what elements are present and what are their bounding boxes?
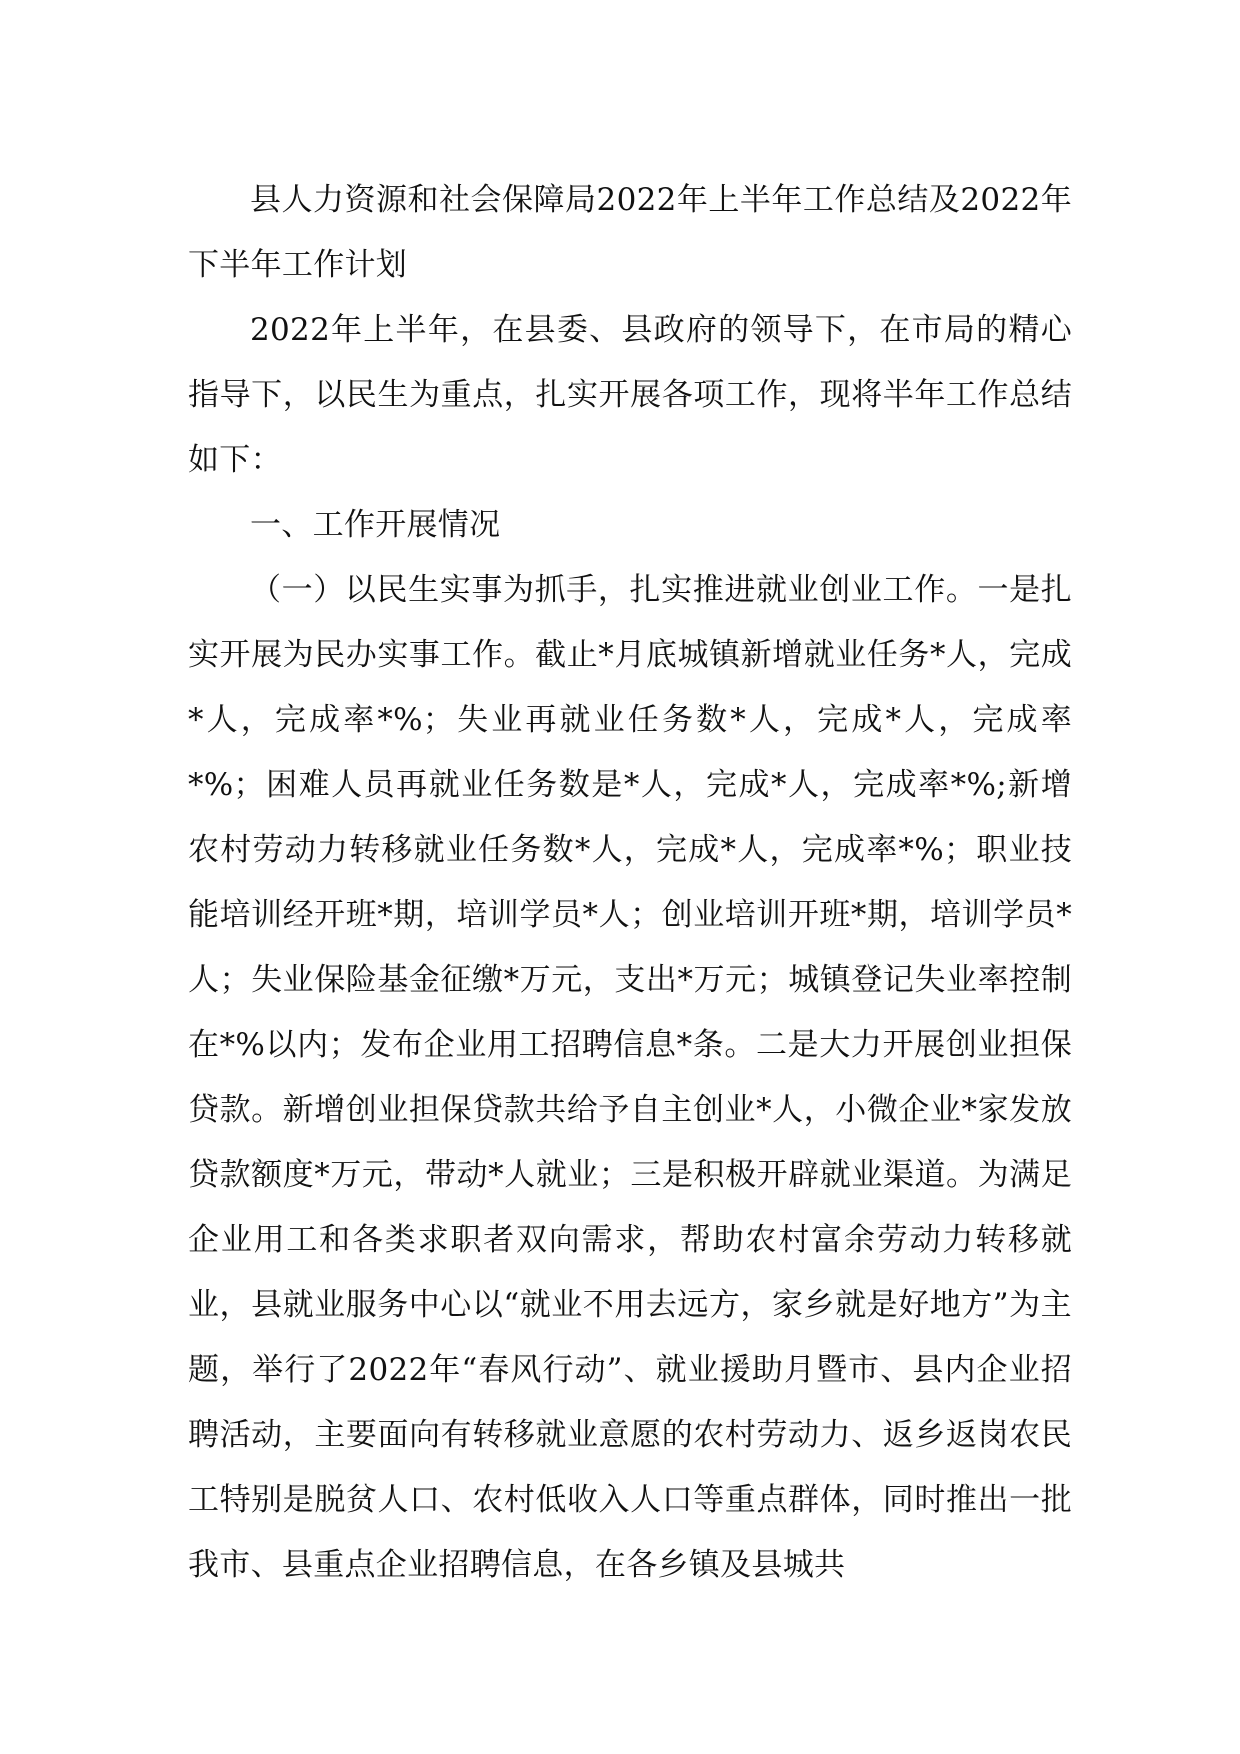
section-heading: 一、工作开展情况 [250,507,501,543]
document-body [188,168,1072,1598]
document-title: 县人力资源和社会保障局2022年上半年工作总结及2022年下半年工作计划 [188,182,1072,283]
body-paragraph: （一）以民生实事为抓手，扎实推进就业创业工作。一是扎实开展为民办实事工作。截止*月底城镇新增就业任务*人，完成*人，完成率*%；失业再就业任务数*人，完成*人，完成率*%；困难人员再就业任务数是*人，完成*人，完成率*%;新增农村劳动力转移就业任务数*人，完成*人，完成率*%；职业技能培训经开班*期，培训学员*人；创业培训开班*期，培训学员*人；失业保险基金征缴*万元，支出*万元；城镇登记失业率控制在*%以内；发布企业用工招聘信息*条。二是大力开展创业担保贷款。新增创业担保贷款共给予自主创业*人，小微企业*家发放贷款额度*万元，带动*人就业；三是积极开辟就业渠道。为满足企业用工和各类求职者双向需求，帮助农村富余劳动力转移就业，县就业服务中心以“就业不用去远方，家乡就是好地方”为主题，举行了2022年“春风行动”、就业援助月暨市、县内企业招聘活动，主要面向有转移就业意愿的农村劳动力、返乡返岗农民工特别是脱贫人口、农村低收入人口等重点群体，同时推出一批我市、县重点企业招聘信息，在各乡镇及县城共 [188,572,1072,1583]
intro-paragraph: 2022年上半年，在县委、县政府的领导下，在市局的精心指导下，以民生为重点，扎实开展各项工作，现将半年工作总结如下： [188,312,1072,478]
